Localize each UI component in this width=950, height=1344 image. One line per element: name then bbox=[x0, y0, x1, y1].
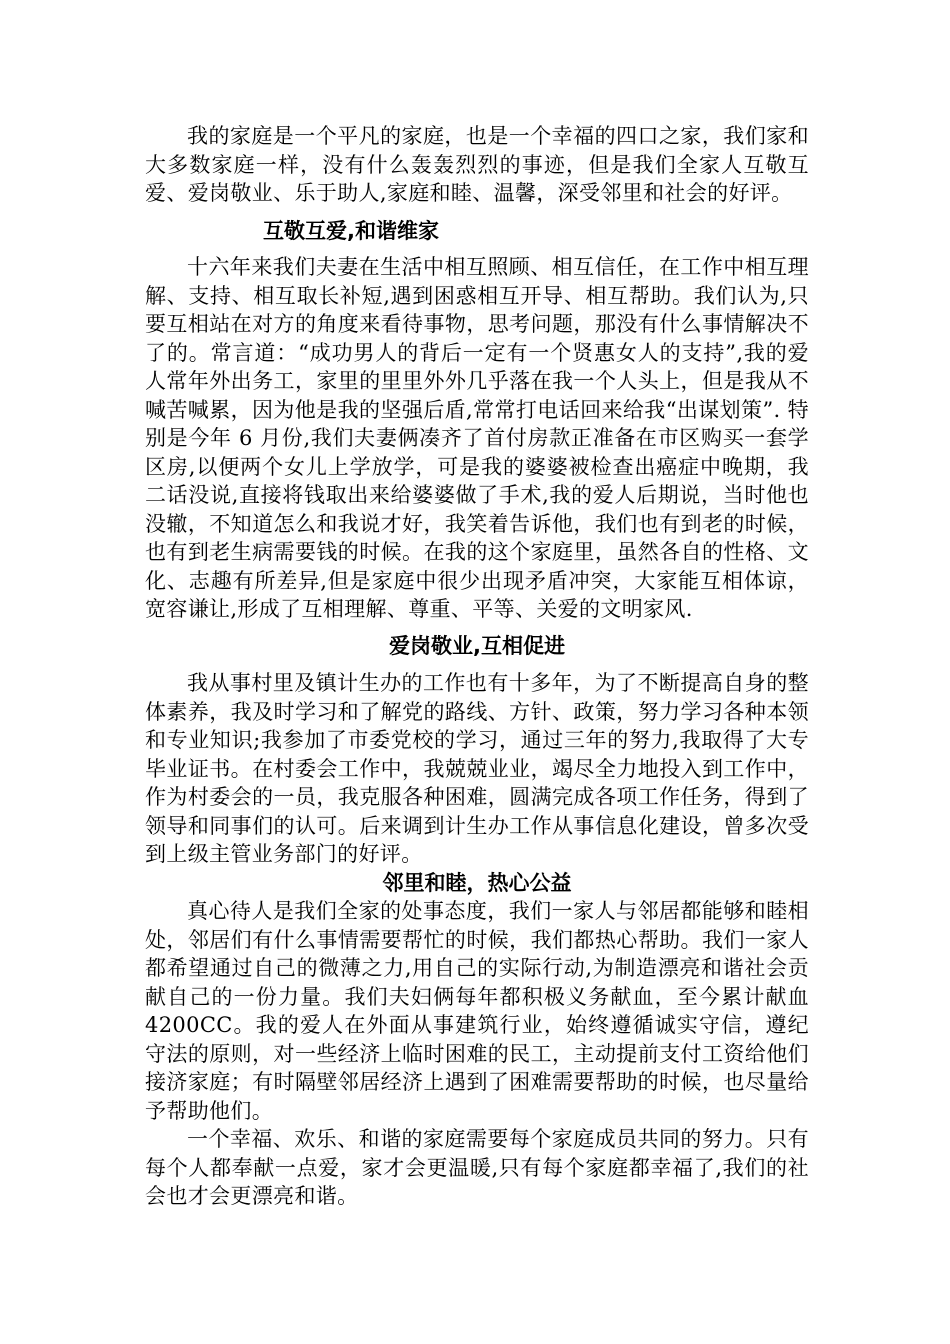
intro-paragraph: 我的家庭是一个平凡的家庭，也是一个幸福的四口之家，我们家和大多数家庭一样，没有什么轰轰烈烈的事迹，但是我们全家人互敬互爱、爱岗敬业、乐于助人,家庭和睦、温馨，深受邻里和社会的好评。 bbox=[145, 124, 809, 205]
section-heading-harmony: 互敬互爱,和谐维家 bbox=[263, 218, 439, 243]
section-body-neighbors: 真心待人是我们全家的处事态度，我们一家人与邻居都能够和睦相处，邻居们有什么事情需要帮忙的时候，我们都热心帮助。我们一家人都希望通过自己的微薄之力,用自己的实际行动,为制造漂亮和谐社会贡献自己的一份力量。我们夫妇俩每年都积极义务献血，至今累计献血 4200CC。我的爱人在外面从事建筑行业，始终遵循诚实守信，遵纪守法的原则，对一些经济上临时困难的民工，主动提前支付工资给他们接济家庭；有时隔壁邻居经济上遇到了困难需要帮助的时候，也尽量给予帮助他们。 bbox=[145, 899, 809, 1123]
section-body-work: 我从事村里及镇计生办的工作也有十多年，为了不断提高自身的整体素养，我及时学习和了解党的路线、方针、政策，努力学习各种本领和专业知识;我参加了市委党校的学习，通过三年的努力,我取得了大专毕业证书。在村委会工作中，我兢兢业业，竭尽全力地投入到工作中，作为村委会的一员，我克服各种困难，圆满完成各项工作任务，得到了领导和同事们的认可。后来调到计生办工作从事信息化建设，曾多次受到上级主管业务部门的好评。 bbox=[145, 671, 809, 866]
closing-paragraph: 一个幸福、欢乐、和谐的家庭需要每个家庭成员共同的努力。只有每个人都奉献一点爱，家才会更温暖,只有每个家庭都幸福了,我们的社会也才会更漂亮和谐。 bbox=[145, 1127, 809, 1208]
section-heading-neighbors: 邻里和睦，热心公益 bbox=[382, 870, 572, 895]
section-heading-work: 爱岗敬业,互相促进 bbox=[389, 633, 565, 658]
document-page bbox=[145, 122, 809, 1211]
section-body-harmony: 十六年来我们夫妻在生活中相互照顾、相互信任，在工作中相互理解、支持、相互取长补短,遇到困惑相互开导、相互帮助。我们认为,只要互相站在对方的角度来看待事物，思考问题，那没有什么事情解决不了的。常言道：“成功男人的背后一定有一个贤惠女人的支持”,我的爱人常年外出务工，家里的里里外外几乎落在我一个人头上，但是我从不喊苦喊累，因为他是我的坚强后盾,常常打电话回来给我“出谋划策”. 特别是今年 6 月份,我们夫妻俩凑齐了首付房款正准备在市区购买一套学区房,以便两个女儿上学放学，可是我的婆婆被检查出癌症中晚期，我二话没说,直接将钱取出来给婆婆做了手术,我的爱人后期说，当时他也没辙，不知道怎么和我说才好，我笑着告诉他，我们也有到老的时候，也有到老生病需要钱的时候。在我的这个家庭里，虽然各自的性格、文化、志趣有所差异,但是家庭中很少出现矛盾冲突，大家能互相体谅，宽容谦让,形成了互相理解、尊重、平等、关爱的文明家风. bbox=[145, 255, 809, 621]
